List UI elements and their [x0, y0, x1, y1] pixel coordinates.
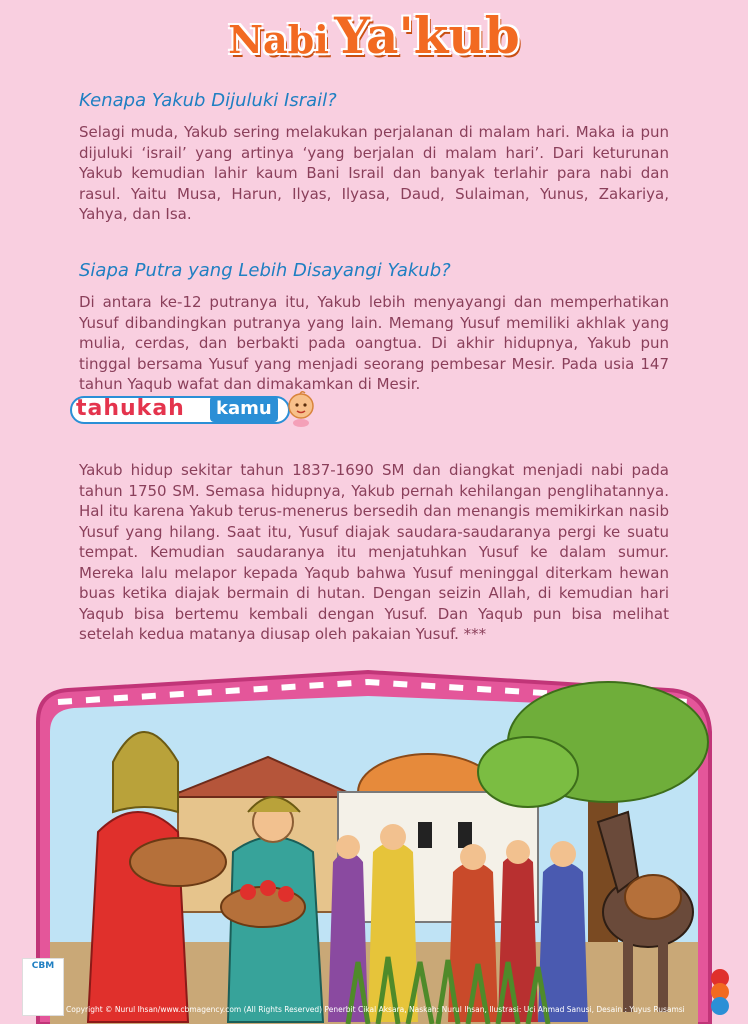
title-part2: Ya'kub — [334, 6, 520, 65]
section1-heading: Kenapa Yakub Dijuluki Israil? — [79, 90, 337, 111]
section2-heading: Siapa Putra yang Lebih Disayangi Yakub? — [79, 260, 451, 281]
badge-word-kamu: kamu — [210, 396, 278, 422]
window — [418, 822, 432, 848]
copyright-footer: Copyright © Nurul Ihsan/www.cbmagency.com (All Rights Reserved) Penerbit Cikal Aksara, Naskah: Nurul Ihsan, Ilustrasi: Uci Ahmad Sanusi, Desain : Yuyus Rusamsi — [66, 1005, 685, 1014]
cbm-logo: CBM — [22, 958, 64, 1016]
fact-body: Yakub hidup sekitar tahun 1837-1690 SM dan diangkat menjadi nabi pada tahun 1750 SM. Semasa hidupnya, Yakub pernah kehilangan penglihatannya. Hal itu karena Yakub terus-menerus bersedih dan menangis memikirkan nasib Yusuf yang hilang. Saat itu, Yusuf diajak saudara-saudaranya pergi ke suatu tempat. Kemudian saudaranya itu menjatuhkan Yusuf ke dalam sumur. Mereka lalu melapor kepada Yaqub bahwa Yusuf meninggal diterkam hewan buas ketika diajak bermain di hutan. Dengan seizin Allah, di kemudian hari Yaqub bisa bertemu kembali dengan Yusuf. Dan Yaqub pun bisa melihat setelah kedua matanya diusap oleh pakaian Yusuf. *** — [79, 461, 669, 643]
section1-body: Selagi muda, Yakub sering melakukan perjalanan di malam hari. Maka ia pun dijuluki ‘israil’ yang artinya ‘yang berjalan di malam hari’. Dari keturunan Yakub kemudian lahir kaum Bani Israil dan banyak terlahir para nabi dan rasul. Yaitu Musa, Harun, Ilyas, Ilyasa, Daud, Sulaiman, Yunus, Zakariya, Yahya, dan Isa. — [79, 123, 669, 223]
tahukah-kamu-badge — [70, 388, 320, 432]
badge-word-tahukah: tahukah — [76, 396, 185, 421]
baby-mascot-icon — [282, 388, 320, 428]
page-title — [0, 6, 748, 65]
window — [458, 822, 472, 848]
section2-body: Di antara ke-12 putranya itu, Yakub lebih menyayangi dan memperhatikan Yusuf dibandingkan putranya yang lain. Memang Yusuf memiliki akhlak yang mulia, cerdas, dan berbakti pada oangtua. Di akhir hidupnya, Yakub pun tinggal bersama Yusuf yang menjadi seorang pembesar Mesir. Pada usia 147 tahun Yaqub wafat dan dimakamkan di Mesir. — [79, 293, 669, 393]
ebook-logo-icon — [704, 968, 736, 1016]
market-scene-illustration — [28, 662, 720, 1024]
title-part1: Nabi — [228, 17, 329, 62]
tree-canopy — [478, 737, 578, 807]
